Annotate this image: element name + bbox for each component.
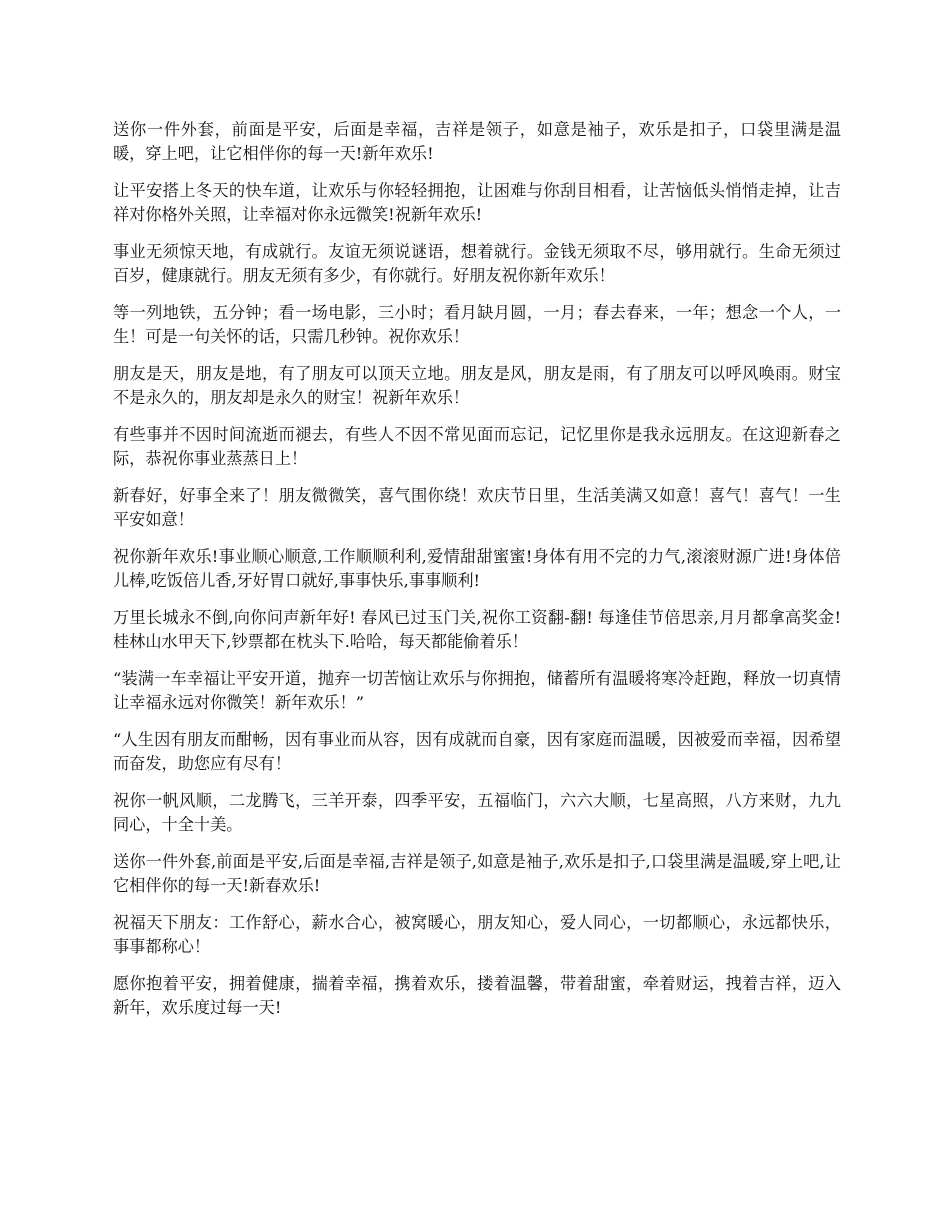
paragraph: 让平安搭上冬天的快车道，让欢乐与你轻轻拥抱，让困难与你刮目相看，让苦恼低头悄悄走掉，让吉祥对你格外关照，让幸福对你永远微笑!祝新年欢乐! xyxy=(113,181,841,224)
document-body xyxy=(113,118,841,1033)
paragraph: 万里长城永不倒,向你问声新年好! 春风已过玉门关,祝你工资翻-翻! 每逢佳节倍思亲,月月都拿高奖金! 桂林山水甲天下,钞票都在枕头下.哈哈，每天都能偷着乐！ xyxy=(113,608,841,651)
paragraph: 等一列地铁，五分钟；看一场电影，三小时；看月缺月圆，一月；春去春来，一年；想念一个人，一生！可是一句关怀的话，只需几秒钟。祝你欢乐！ xyxy=(113,303,841,346)
paragraph: 愿你抱着平安，拥着健康，揣着幸福，携着欢乐，搂着温馨，带着甜蜜，牵着财运，拽着吉祥，迈入新年，欢乐度过每一天! xyxy=(113,974,841,1017)
paragraph: 祝你新年欢乐!事业顺心顺意,工作顺顺利利,爱情甜甜蜜蜜!身体有用不完的力气,滚滚财源广进!身体倍儿棒,吃饭倍儿香,牙好胃口就好,事事快乐,事事顺利! xyxy=(113,547,841,590)
paragraph: “人生因有朋友而酣畅，因有事业而从容，因有成就而自豪，因有家庭而温暖，因被爱而幸福，因希望而奋发，助您应有尽有！ xyxy=(113,730,841,773)
paragraph: 事业无须惊天地，有成就行。友谊无须说谜语，想着就行。金钱无须取不尽，够用就行。生命无须过百岁，健康就行。朋友无须有多少，有你就行。好朋友祝你新年欢乐！ xyxy=(113,242,841,285)
paragraph: 送你一件外套，前面是平安，后面是幸福，吉祥是领子，如意是袖子，欢乐是扣子，口袋里满是温暖，穿上吧，让它相伴你的每一天!新年欢乐! xyxy=(113,120,841,163)
paragraph: 祝你一帆风顺，二龙腾飞，三羊开泰，四季平安，五福临门，六六大顺，七星高照，八方来财，九九同心，十全十美。 xyxy=(113,791,841,834)
paragraph: “装满一车幸福让平安开道，抛弃一切苦恼让欢乐与你拥抱，储蓄所有温暖将寒冷赶跑，释放一切真情让幸福永远对你微笑！新年欢乐！” xyxy=(113,669,841,712)
paragraph: 送你一件外套,前面是平安,后面是幸福,吉祥是领子,如意是袖子,欢乐是扣子,口袋里满是温暖,穿上吧,让它相伴你的每一天!新春欢乐! xyxy=(113,852,841,895)
paragraph: 有些事并不因时间流逝而褪去，有些人不因不常见面而忘记，记忆里你是我永远朋友。在这迎新春之际，恭祝你事业蒸蒸日上！ xyxy=(113,425,841,468)
paragraph: 新春好，好事全来了！朋友微微笑，喜气围你绕！欢庆节日里，生活美满又如意！喜气！喜气！一生平安如意！ xyxy=(113,486,841,529)
paragraph: 祝福天下朋友：工作舒心，薪水合心，被窝暖心，朋友知心，爱人同心，一切都顺心，永远都快乐，事事都称心！ xyxy=(113,913,841,956)
paragraph: 朋友是天，朋友是地，有了朋友可以顶天立地。朋友是风，朋友是雨，有了朋友可以呼风唤雨。财宝不是永久的，朋友却是永久的财宝！祝新年欢乐！ xyxy=(113,364,841,407)
